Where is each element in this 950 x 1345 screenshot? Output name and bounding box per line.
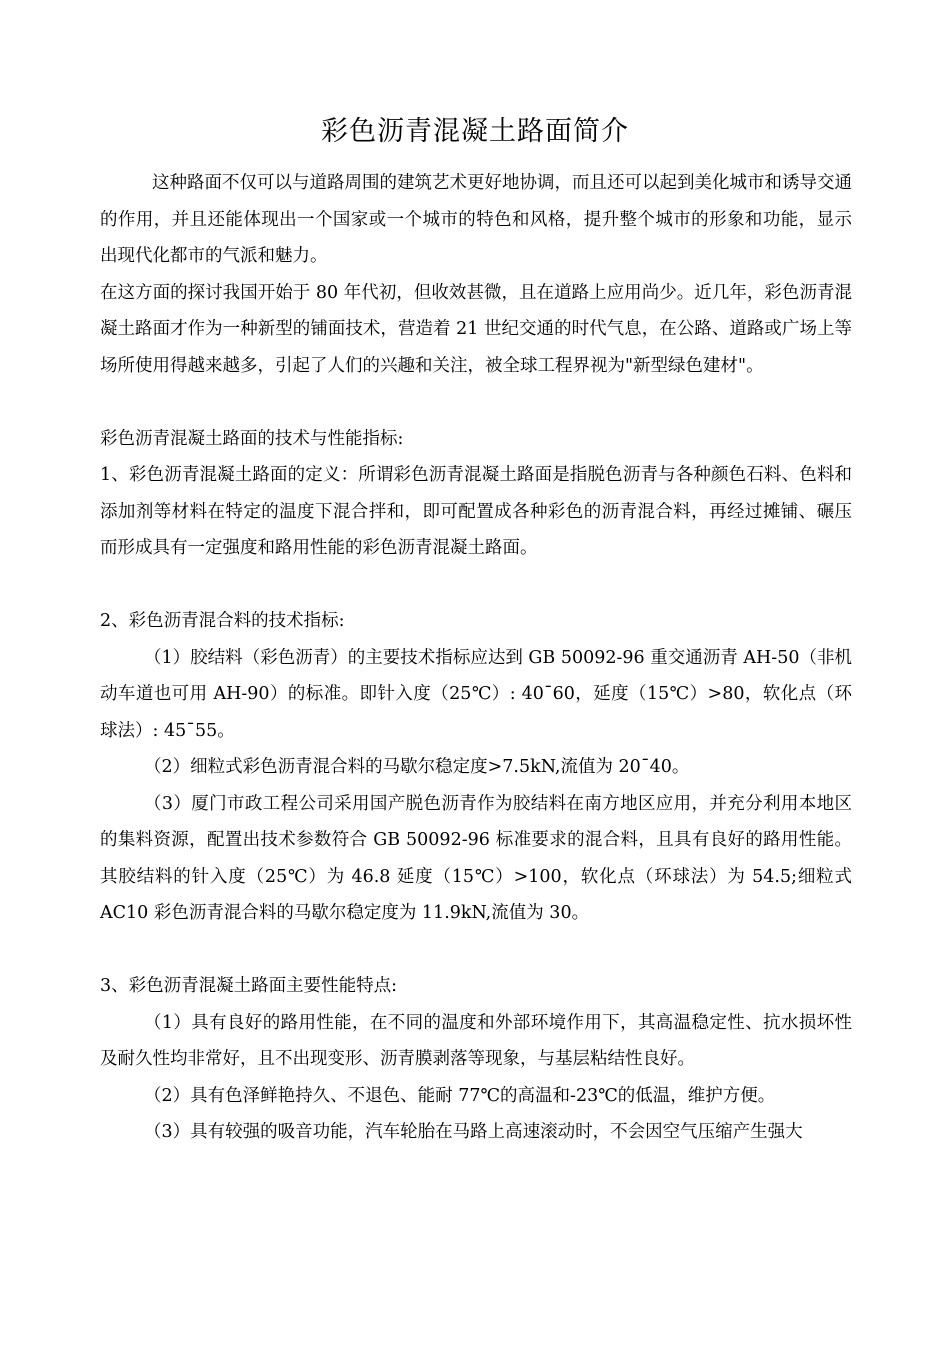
section-2-item: （1）胶结料（彩色沥青）的主要技术指标应达到 GB 50092-96 重交通沥青 AH-50（非机动车道也可用 AH-90）的标准。即针入度（25℃）: 40¯60，延度（15℃）>80，软化点（环球法）: 45¯55。 bbox=[100, 647, 852, 741]
spacer bbox=[100, 384, 852, 421]
spacer bbox=[100, 567, 852, 604]
intro-paragraph-1: 这种路面不仅可以与道路周围的建筑艺术更好地协调，而且还可以起到美化城市和诱导交通的作用，并且还能体现出一个国家或一个城市的特色和风格，提升整个城市的形象和功能，显示出现代化都市的气派和魅力。 bbox=[100, 173, 852, 266]
section-3-heading: 3、彩色沥青混凝土路面主要性能特点: bbox=[100, 976, 398, 996]
section-2-item: （2）细粒式彩色沥青混合料的马歇尔稳定度>7.5kN,流值为 20¯40。 bbox=[144, 757, 690, 777]
document-title: 彩色沥青混凝土路面简介 bbox=[321, 116, 629, 147]
section-heading: 彩色沥青混凝土路面的技术与性能指标: bbox=[100, 428, 404, 449]
section-2-heading: 2、彩色沥青混合料的技术指标: bbox=[100, 611, 345, 631]
section-3-item: （2）具有色泽鲜艳持久、不退色、能耐 77℃的高温和-23℃的低温，维护方便。 bbox=[144, 1085, 776, 1106]
spacer bbox=[100, 932, 852, 969]
section-3-item: （1）具有良好的路用性能，在不同的温度和外部环境作用下，其高温稳定性、抗水损坏性及耐久性均非常好，且不出现变形、沥青膜剥落等现象，与基层粘结性良好。 bbox=[100, 1012, 852, 1069]
intro-paragraph-2: 在这方面的探讨我国开始于 80 年代初，但收效甚微，且在道路上应用尚少。近几年，彩色沥青混凝土路面才作为一种新型的铺面技术，营造着 21 世纪交通的时代气息，在公路、道路或广场上等场所使用得越来越多，引起了人们的兴趣和关注，被全球工程界视为"新型绿色建材"。 bbox=[100, 282, 852, 376]
section-2-item: （3）厦门市政工程公司采用国产脱色沥青作为胶结料在南方地区应用，并充分利用本地区的集料资源，配置出技术参数符合 GB 50092-96 标准要求的混合料，且具有良好的路用性能。其胶结料的针入度（25℃）为 46.8 延度（15℃）>100，软化点（环球法）为 54.5;细粒式 AC10 彩色沥青混合料的马歇尔稳定度为 11.9kN,流值为 30。 bbox=[100, 793, 852, 923]
document-body bbox=[100, 165, 852, 1151]
section-3-item: （3）具有较强的吸音功能，汽车轮胎在马路上高速滚动时，不会因空气压缩产生强大 bbox=[144, 1122, 803, 1142]
section-1-definition: 1、彩色沥青混凝土路面的定义：所谓彩色沥青混凝土路面是指脱色沥青与各种颜色石料、色料和添加剂等材料在特定的温度下混合拌和，即可配置成各种彩色的沥青混合料，再经过摊铺、碾压而形成具有一定强度和路用性能的彩色沥青混凝土路面。 bbox=[100, 465, 852, 558]
